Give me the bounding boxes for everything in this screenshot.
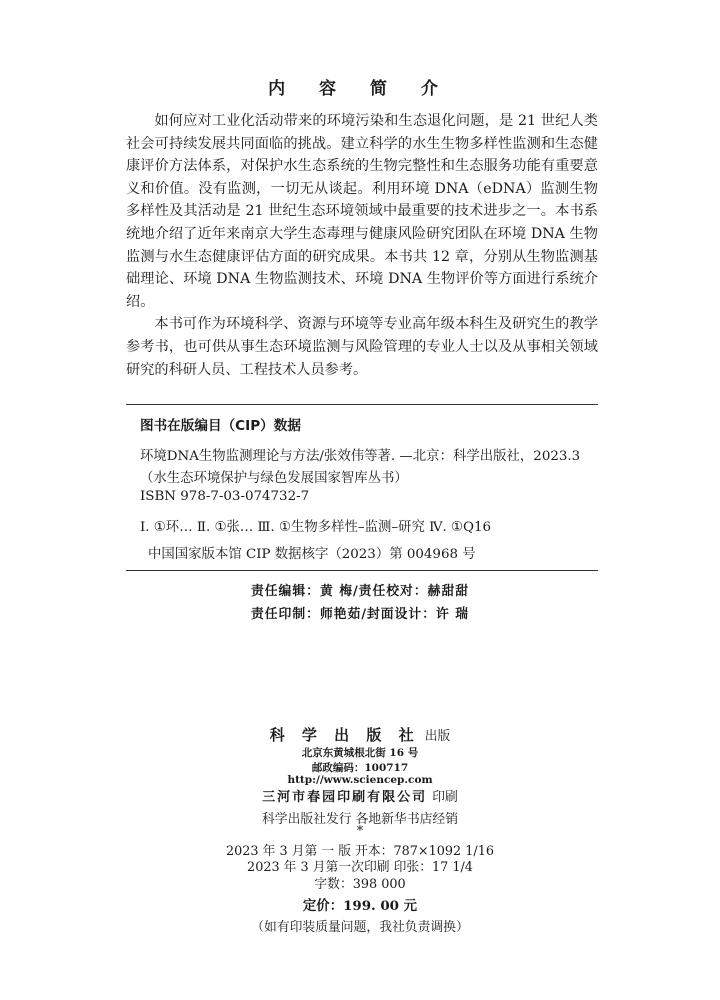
price: 定价：199. 00 元 <box>302 898 418 914</box>
publisher-url: http://www.sciencep.com <box>287 774 433 786</box>
intro-title: 内 容 简 介 <box>268 79 452 99</box>
publisher-line <box>0 724 720 745</box>
printer-suffix: 印刷 <box>432 790 458 805</box>
credits-line: 责任印制：师艳茹/封面设计：许 瑞 <box>250 607 470 622</box>
printer-line <box>0 786 720 805</box>
intro-text <box>126 110 598 381</box>
publisher-address: 北京东黄城根北街 16 号 <box>301 747 419 759</box>
notice: （如有印装质量问题，我社负责调换） <box>251 920 469 935</box>
intro-paragraph: 如何应对工业化活动带来的环境污染和生态退化问题，是 21 世纪人类社会可持续发展共同面临的挑战。建立科学的水生生物多样性监测和生态健康评价方法体系，对保护水生态系统的生物完整性和生态服务功能有重要意义和价值。没有监测，一切无从谈起。利用环境 DNA（eDNA）监测生物多样性及其活动是 21 世纪生态环境领域中最重要的技术进步之一。本书系统地介绍了近年来南京大学生态毒理与健康风险研究团队在环境 DNA 生物监测与水生态健康评估方面的研究成果。本书共 12 章，分别从生物监测基础理论、环境 DNA 生物监测技术、环境 DNA 生物评价等方面进行系统介绍。 <box>126 113 598 310</box>
edition-line: 2023 年 3 月第一次印刷 印张：17 1/4 <box>247 860 473 875</box>
credits-line: 责任编辑：黄 梅/责任校对：赫甜甜 <box>250 584 470 599</box>
publisher-name: 科 学 出 版 社 <box>269 726 420 744</box>
word-count: 字数：398 000 <box>314 877 406 892</box>
divider <box>126 404 598 405</box>
cip-line: 中国国家版本馆 CIP 数据核字（2023）第 004968 号 <box>148 547 476 562</box>
distribution-line: 科学出版社发行 各地新华书店经销 <box>261 812 459 827</box>
cip-line: Ⅰ. ①环… Ⅱ. ①张… Ⅲ. ①生物多样性–监测–研究 Ⅳ. ①Q16 <box>140 520 492 535</box>
cip-heading: 图书在版编目（CIP）数据 <box>140 418 301 434</box>
publisher-suffix: 出版 <box>424 729 451 744</box>
intro-paragraph: 本书可作为环境科学、资源与环境等专业高年级本科生及研究生的教学参考书，也可供从事生态环境监测与风险管理的专业人士以及从事相关领域研究的科研人员、工程技术人员参考。 <box>126 316 598 378</box>
publisher-postcode: 邮政编码：100717 <box>311 762 409 774</box>
cip-line: 环境DNA生物监测理论与方法/张效伟等著. —北京：科学出版社，2023.3 <box>140 449 581 464</box>
edition-line: 2023 年 3 月第 一 版 开本：787×1092 1/16 <box>225 844 494 859</box>
cip-line: （水生态环境保护与绿色发展国家智库丛书） <box>140 471 408 486</box>
printer-name: 三河市春园印刷有限公司 <box>262 790 428 805</box>
cip-line: ISBN 978-7-03-074732-7 <box>140 489 310 504</box>
separator-star: * <box>356 824 364 839</box>
divider <box>126 570 598 571</box>
